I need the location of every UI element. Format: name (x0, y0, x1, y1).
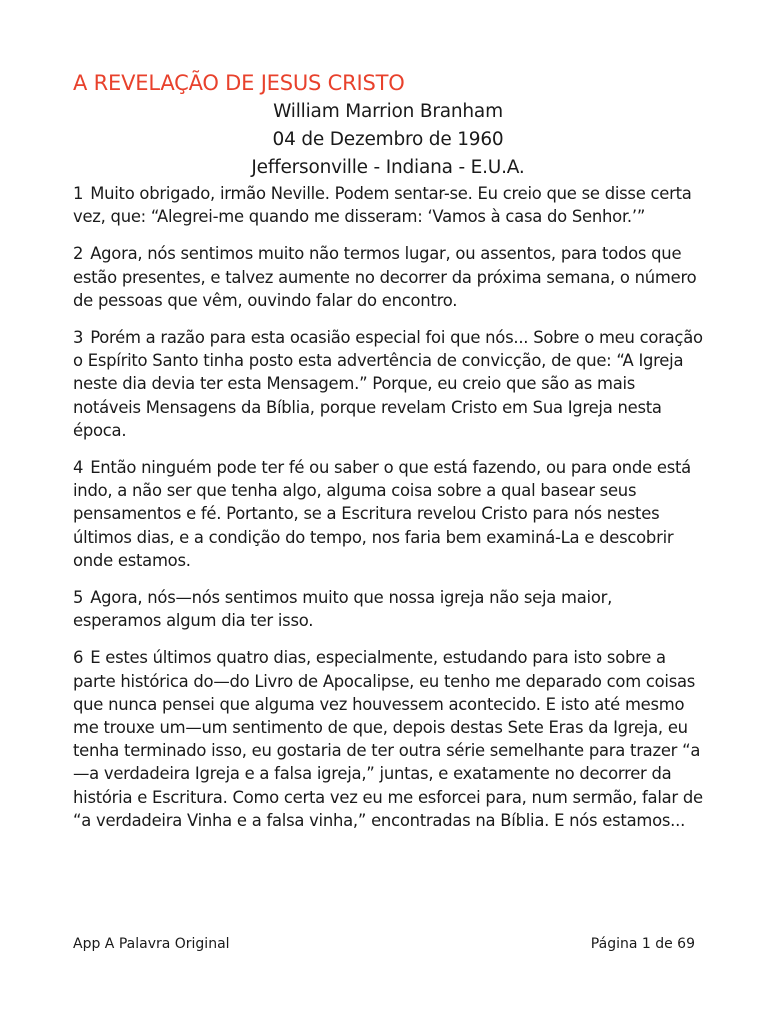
paragraph-text: Então ninguém pode ter fé ou saber o que está fazendo, ou para onde está indo, a não ser que tenha algo, alguma coisa sobre a qual basear seus pensamentos e fé. Portanto, se a Escritura revelou Cristo para nós nestes últimos dias, e a condição do tempo, nos faria bem examiná-La e descobrir onde estamos. (73, 458, 691, 570)
paragraph-number: 6 (73, 648, 84, 668)
page-indicator: Página 1 de 69 (590, 936, 695, 952)
page-footer (73, 934, 695, 954)
paragraph-2 (73, 242, 703, 312)
paragraph-3 (73, 326, 703, 442)
paragraph-text: Agora, nós—nós sentimos muito que nossa igreja não seja maior, esperamos algum dia ter isso. (73, 588, 613, 631)
author-name: William Marrion Branham (273, 101, 503, 122)
paragraph-text: E estes últimos quatro dias, especialmente, estudando para isto sobre a parte histórica do—do Livro de Apocalipse, eu tenho me deparado com coisas que nunca pensei que alguma vez houvessem acontecido. E isto até mesmo me trouxe um—um sentimento de que, depois destas Sete Eras da Igreja, eu tenha terminado isso, eu gostaria de ter outra série semelhante para trazer “a—a verdadeira Igreja e a falsa igreja,” juntas, e exatamente no decorrer da história e Escritura. Como certa vez eu me esforcei para, num sermão, falar de “a verdadeira Vinha e a falsa vinha,” encontradas na Bíblia. E nós estamos... (73, 648, 703, 830)
paragraph-text: Agora, nós sentimos muito não termos lugar, ou assentos, para todos que estão presentes, e talvez aumente no decorrer da próxima semana, o número de pessoas que vêm, ouvindo falar do encontro. (73, 244, 697, 310)
document-title: A REVELAÇÃO DE JESUS CRISTO (73, 71, 405, 95)
paragraph-number: 4 (73, 458, 84, 478)
paragraph-number: 1 (73, 184, 84, 203)
paragraph-6 (73, 646, 703, 832)
paragraph-1 (73, 182, 703, 228)
footer-app-name: App A Palavra Original (73, 936, 230, 952)
sermon-location: Jeffersonville - Indiana - E.U.A. (251, 157, 525, 178)
paragraph-text: Muito obrigado, irmão Neville. Podem sentar-se. Eu creio que se disse certa vez, que: “Alegrei-me quando me disseram: ‘Vamos à casa do Senhor.’” (73, 184, 692, 227)
paragraph-5 (73, 586, 703, 632)
sermon-date: 04 de Dezembro de 1960 (272, 129, 504, 150)
document-body (73, 182, 703, 832)
paragraph-number: 5 (73, 588, 84, 608)
paragraph-4 (73, 456, 703, 572)
paragraph-number: 2 (73, 244, 84, 264)
document-page (73, 68, 703, 846)
paragraph-text: Porém a razão para esta ocasião especial foi que nós... Sobre o meu coração o Espírito Santo tinha posto esta advertência de convicção, de que: “A Igreja neste dia devia ter esta Mensagem.” Porque, eu creio que são as mais notáveis Mensagens da Bíblia, porque revelam Cristo em Sua Igreja nesta época. (73, 328, 703, 440)
paragraph-number: 3 (73, 328, 84, 348)
